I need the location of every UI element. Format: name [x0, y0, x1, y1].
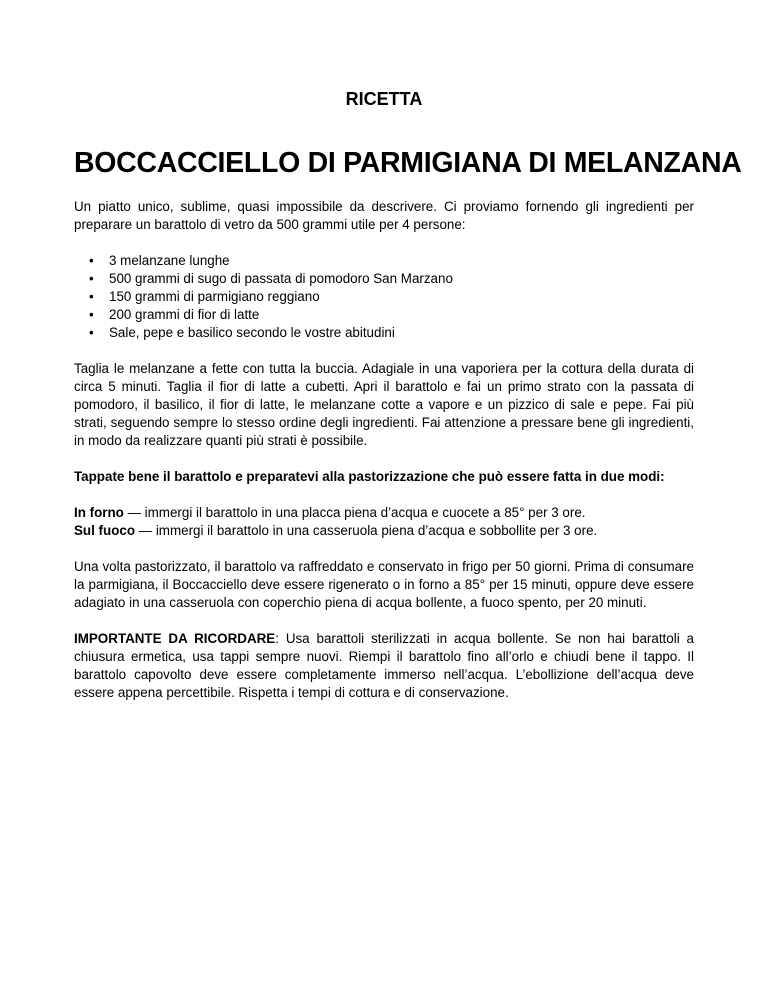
intro-paragraph: Un piatto unico, sublime, quasi impossibile da descrivere. Ci proviamo fornendo gli ingredienti per preparare un barattolo di vetro da 500 grammi utile per 4 persone:	[74, 199, 694, 232]
ingredient-text: 200 grammi di fior di latte	[109, 307, 260, 322]
oven-label: In forno	[74, 505, 124, 520]
oven-text: — immergi il barattolo in una placca piena d’acqua e cuocete a 85° per 3 ore.	[123, 505, 586, 520]
bullet-icon: •	[89, 271, 94, 286]
list-item	[74, 324, 694, 342]
bullet-icon: •	[89, 307, 94, 322]
list-item	[74, 252, 694, 270]
list-item	[74, 288, 694, 306]
bullet-icon: •	[89, 253, 94, 268]
bullet-icon: •	[89, 289, 94, 304]
ingredient-text: 3 melanzane lunghe	[109, 253, 230, 268]
list-item	[74, 270, 694, 288]
pasteurization-heading: Tappate bene il barattolo e preparatevi alla pastorizzazione che può essere fatta in due modi:	[74, 469, 665, 484]
bullet-icon: •	[89, 325, 94, 340]
ingredient-list	[74, 252, 694, 342]
method-paragraph: Taglia le melanzane a fette con tutta la buccia. Adagiale in una vaporiera per la cottura della durata di circa 5 minuti. Taglia il fior di latte a cubetti. Apri il barattolo e fai un primo strato con la passata di pomodoro, il basilico, il fior di latte, le melanzane cotte a vapore e un pizzico di sale e pepe. Fai più strati, seguendo sempre lo stesso ordine degli ingredienti. Fai attenzione a pressare bene gli ingredienti, in modo da realizzare quanti più strati è possibile.	[74, 361, 694, 448]
stove-label: Sul fuoco	[74, 523, 135, 538]
recipe-title: BOCCACCIELLO DI PARMIGIANA DI MELANZANA	[74, 147, 742, 179]
storage-paragraph: Una volta pastorizzato, il barattolo va raffreddato e conservato in frigo per 50 giorni. Prima di consumare la parmigiana, il Boccacciello deve essere rigenerato o in forno a 85° per 15 minuti, oppure deve essere adagiato in una casseruola con coperchio piena di acqua bollente, a fuoco spento, per 20 minuti.	[74, 559, 694, 610]
important-paragraph	[74, 630, 694, 702]
list-item	[74, 306, 694, 324]
recipe-kicker: RICETTA	[345, 89, 423, 109]
ingredient-text: Sale, pepe e basilico secondo le vostre abitudini	[109, 325, 395, 340]
pasteurization-modes	[74, 504, 694, 540]
stove-text: — immergi il barattolo in una casseruola piena d’acqua e sobbollite per 3 ore.	[135, 523, 598, 538]
important-text: : Usa barattoli sterilizzati in acqua bollente. Se non hai barattoli a chiusura ermetica, usa tappi sempre nuovi. Riempi il barattolo fino all’orlo e chiudi bene il tappo. Il barattolo capovolto deve essere completamente immerso nell’acqua. L’ebollizione dell’acqua deve essere appena percettibile. Rispetta i tempi di cottura e di conservazione.	[74, 631, 694, 700]
ingredient-text: 500 grammi di sugo di passata di pomodoro San Marzano	[109, 271, 453, 286]
important-label: IMPORTANTE DA RICORDARE	[74, 631, 276, 646]
ingredient-text: 150 grammi di parmigiano reggiano	[109, 289, 320, 304]
